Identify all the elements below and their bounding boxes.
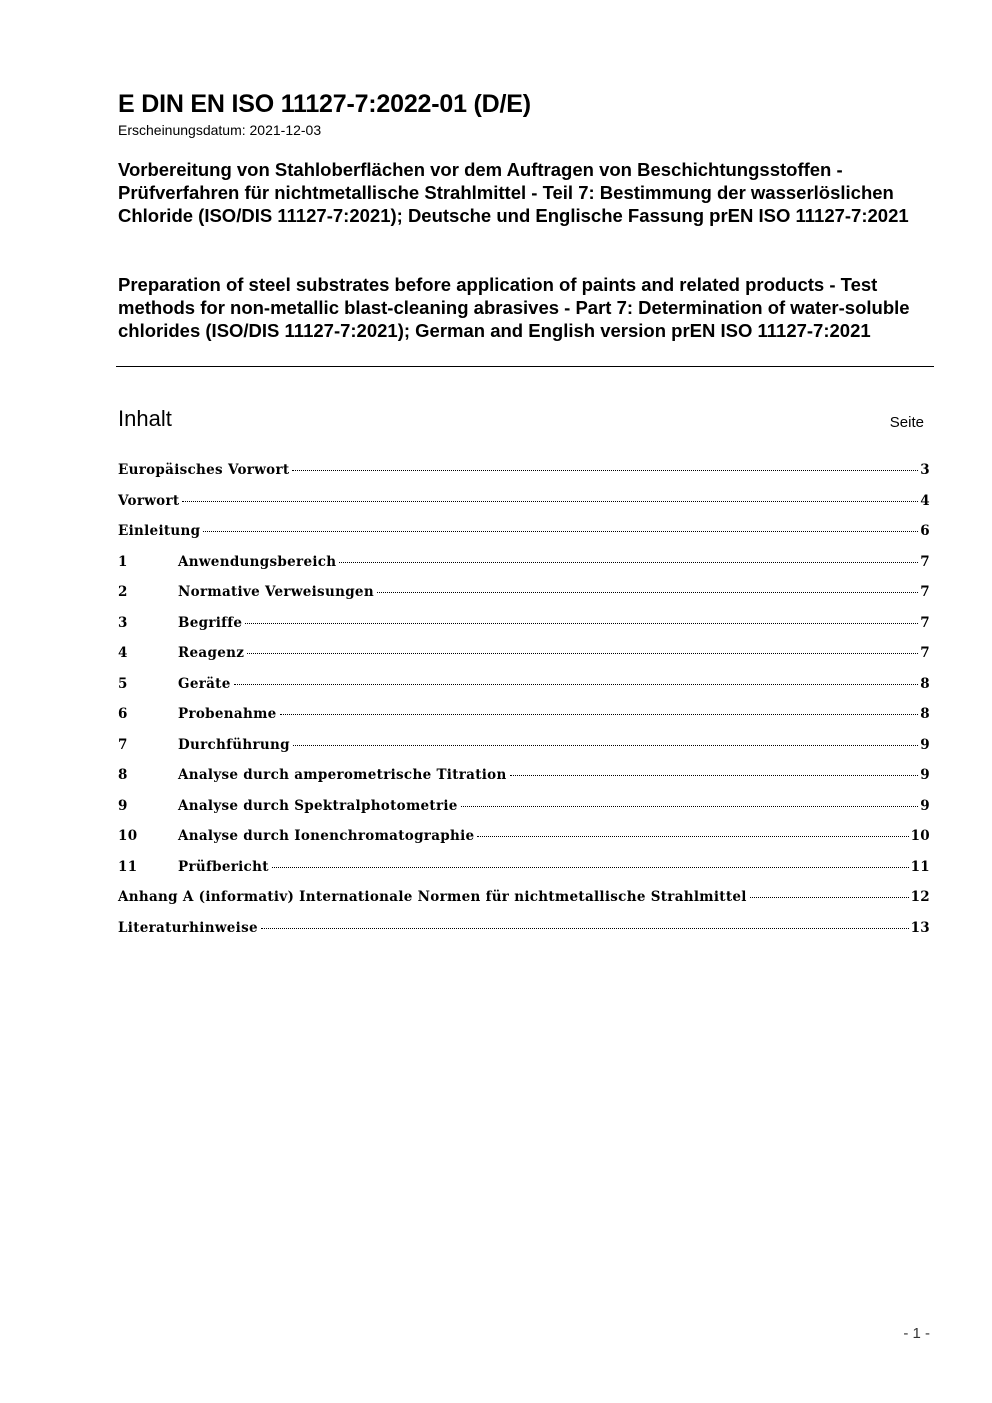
toc-dot-leader [280, 714, 919, 715]
toc-entry-number: 1 [118, 553, 128, 570]
toc-entry-title: Analyse durch Ionenchromatographie [178, 828, 475, 844]
toc-entry-title: Analyse durch Spektralphotometrie [178, 797, 458, 814]
toc-entry-number: 7 [118, 736, 128, 753]
toc-entry[interactable] [118, 493, 930, 524]
toc-entry-title: Einleitung [118, 523, 201, 539]
toc-entry-page: 12 [910, 889, 930, 905]
toc-dot-leader [203, 531, 918, 532]
toc-entry[interactable] [118, 798, 930, 829]
toc-entry-title: Geräte [178, 675, 231, 692]
toc-entry[interactable] [118, 889, 930, 920]
toc-dot-leader [272, 867, 909, 868]
toc-entry-title: Analyse durch amperometrische Titration [178, 767, 507, 783]
toc-entry-page: 8 [920, 675, 930, 692]
toc-entry-title: Anhang A (informativ) Internationale Normen für nichtmetallische Strahlmittel [118, 889, 747, 905]
toc-entry-title: Anwendungsbereich [178, 553, 337, 570]
toc-entry-page: 11 [910, 858, 930, 875]
toc-entry-number: 4 [118, 645, 128, 661]
toc-entry[interactable] [118, 676, 930, 707]
toc-entry[interactable] [118, 859, 930, 890]
toc-entry-page: 4 [920, 492, 930, 509]
toc-dot-leader [477, 836, 908, 837]
title-english: Preparation of steel substrates before application of paints and related products - Test methods for non-metallic blast-cleaning abrasives - Part 7: Determination of water-soluble chlorides (ISO/DIS 11127-7:2021); German and English version prEN ISO 11127-7:2021 [118, 274, 910, 342]
toc-dot-leader [293, 745, 918, 746]
toc-entry-number: 10 [118, 828, 138, 844]
toc-entry-page: 8 [920, 706, 930, 722]
toc-entry-number: 11 [118, 858, 138, 875]
toc-dot-leader [750, 897, 909, 898]
toc-dot-leader [339, 562, 918, 563]
title-divider [116, 366, 934, 367]
toc-entry-page: 3 [920, 462, 930, 478]
toc-entry[interactable] [118, 462, 930, 493]
toc-entry-title: Vorwort [118, 492, 180, 509]
toc-entry-page: 13 [910, 919, 930, 936]
toc-entry-page: 9 [920, 767, 930, 783]
toc-dot-leader [377, 592, 918, 593]
toc-entry-number: 3 [118, 614, 128, 631]
page-number: - 1 - [903, 1325, 930, 1342]
toc-heading: Inhalt [118, 406, 172, 431]
toc-entry-title: Literaturhinweise [118, 919, 258, 936]
toc-dot-leader [234, 684, 919, 685]
document-id: E DIN EN ISO 11127-7:2022-01 (D/E) [118, 90, 531, 118]
toc-entry-page: 7 [920, 584, 930, 600]
toc-dot-leader [261, 928, 909, 929]
toc-entry[interactable] [118, 767, 930, 798]
toc-entry-page: 6 [920, 523, 930, 539]
toc-entry[interactable] [118, 523, 930, 554]
toc-entry[interactable] [118, 706, 930, 737]
toc-dot-leader [292, 470, 918, 471]
toc-dot-leader [247, 653, 918, 654]
toc-dot-leader [510, 775, 919, 776]
toc-entry[interactable] [118, 584, 930, 615]
toc-entry[interactable] [118, 828, 930, 859]
toc-entry-page: 7 [920, 645, 930, 661]
toc-entry-page: 9 [920, 797, 930, 814]
toc-entry-title: Europäisches Vorwort [118, 462, 290, 478]
toc-entry-title: Prüfbericht [178, 858, 269, 875]
toc-entry-title: Begriffe [178, 614, 243, 631]
toc-entry[interactable] [118, 554, 930, 585]
publication-date: Erscheinungsdatum: 2021-12-03 [118, 122, 322, 138]
toc-dot-leader [245, 623, 918, 624]
toc-entry-number: 5 [118, 675, 128, 692]
toc-entry-number: 2 [118, 584, 128, 600]
toc-entry-page: 10 [910, 828, 930, 844]
toc-entry-page: 7 [920, 553, 930, 570]
toc-entry[interactable] [118, 615, 930, 646]
toc-entry-title: Durchführung [178, 736, 290, 753]
title-german: Vorbereitung von Stahloberflächen vor dem Auftragen von Beschichtungsstoffen - Prüfverfahren für nichtmetallische Strahlmittel - Teil 7: Bestimmung der wasserlöslichen Chloride (ISO/DIS 11127-7:2021); Deutsche und Englische Fassung prEN ISO 11127-7:2021 [118, 159, 909, 227]
toc-dot-leader [182, 501, 918, 502]
toc-entry-title: Normative Verweisungen [178, 584, 374, 600]
toc-entry-number: 8 [118, 767, 128, 783]
toc-entry-page: 7 [920, 614, 930, 631]
toc-entry[interactable] [118, 645, 930, 676]
toc-entry[interactable] [118, 920, 930, 951]
toc-entry-title: Probenahme [178, 706, 277, 722]
toc-entry-number: 9 [118, 797, 128, 814]
toc-entry[interactable] [118, 737, 930, 768]
toc-dot-leader [461, 806, 919, 807]
toc-entry-page: 9 [920, 736, 930, 753]
toc-entry-number: 6 [118, 706, 128, 722]
table-of-contents [118, 462, 930, 950]
toc-page-column-label: Seite [889, 414, 924, 431]
toc-entry-title: Reagenz [178, 645, 245, 661]
